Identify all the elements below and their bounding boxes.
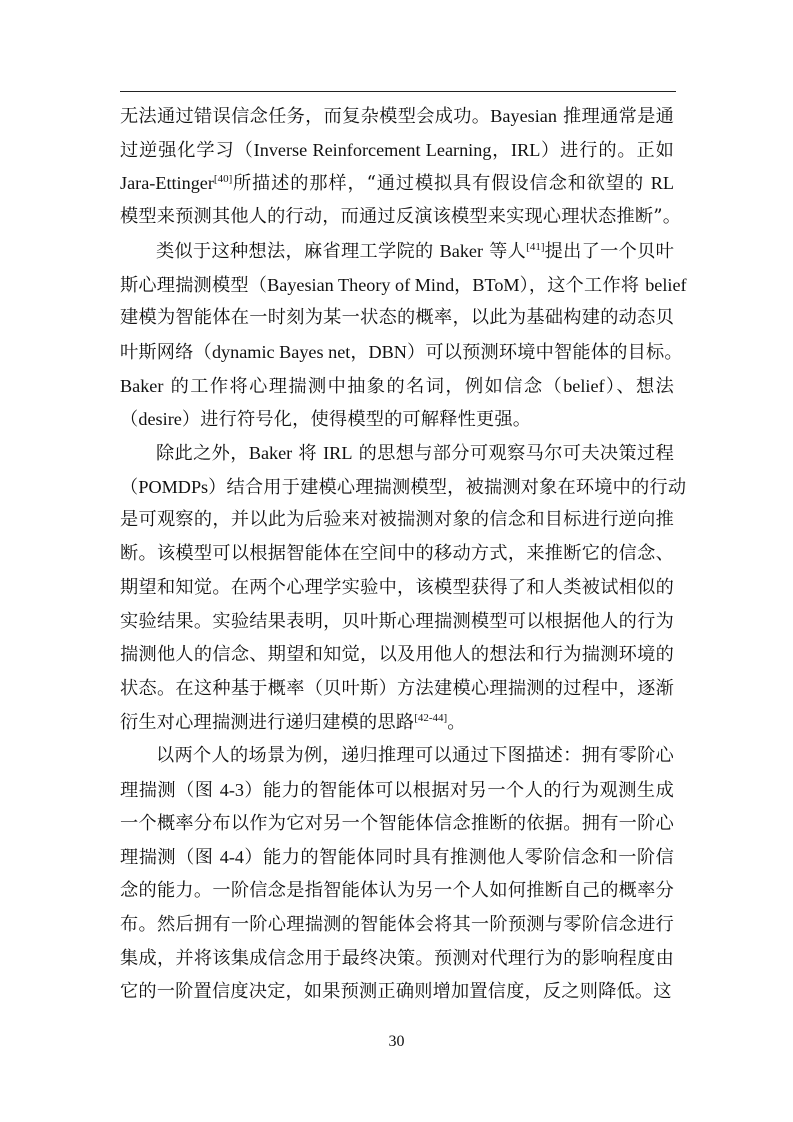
text-run: Baker (439, 240, 484, 261)
text-run: 。 (447, 711, 466, 733)
citation-ref: [40] (213, 173, 233, 186)
text-line (120, 706, 674, 740)
text-line (120, 268, 687, 302)
text-line (120, 166, 674, 200)
text-run: ）可以预测环境中智能体的目标。 (406, 341, 683, 363)
text-line (120, 908, 674, 942)
text-run: ），这个工作将 (519, 274, 646, 296)
text-line (120, 301, 674, 335)
text-line (120, 402, 674, 436)
text-run: 状态。在这种基于概率（贝叶斯）方法建模心理揣测的过程中，逐渐 (120, 677, 674, 699)
text-run: belief (563, 375, 605, 396)
text-run: 提出了一个贝叶 (544, 240, 675, 262)
text-run: 类似于这种想法，麻省理工学院的 (156, 240, 440, 262)
text-run: 揣测他人的信念、期望和知觉，以及用他人的想法和行为揣测环境的 (120, 644, 674, 666)
text-run: 集成，并将该集成信念用于最终决策。预测对代理行为的影响程度由 (120, 947, 674, 969)
text-run: 以两个人的场景为例，递归推理可以通过下图描述：拥有零阶心 (156, 745, 674, 767)
citation-ref: [42-44] (414, 711, 448, 724)
text-run: RL (650, 173, 674, 194)
text-line (120, 605, 674, 639)
text-line (156, 234, 674, 268)
text-run: （ (120, 409, 139, 431)
text-run: 将 (292, 443, 324, 464)
text-run: 建模为智能体在一时刻为某一状态的概率，以此为基础构建的动态贝 (120, 307, 674, 329)
text-run: 无法通过错误信念任务，而复杂模型会成功。 (120, 106, 491, 127)
text-run: 断。该模型可以根据智能体在空间中的移动方式，来推断它的信念、 (120, 543, 674, 565)
text-run: desire (138, 409, 182, 430)
text-run: 推理通常是通 (556, 106, 674, 127)
text-run: 它的一阶置信度决定，如果预测正确则增加置信度，反之则降低。这 (120, 981, 672, 1003)
text-run: 4-4 (219, 847, 245, 868)
text-run: 理揣测（图 (120, 780, 220, 801)
text-run: Baker (248, 443, 293, 463)
text-run: dynamic Bayes net，DBN (211, 341, 407, 362)
text-run: IRL (323, 443, 353, 463)
text-run: Baker (120, 375, 164, 396)
text-run: 斯心理揣测模型（ (120, 274, 268, 296)
text-run: 布。然后拥有一阶心理揣测的智能体会将其一阶预测与零阶信念进行 (120, 913, 674, 935)
text-line (120, 840, 674, 874)
text-line (120, 335, 683, 369)
text-run: Bayesian (490, 106, 557, 126)
text-line (120, 975, 674, 1009)
header-rule (120, 91, 676, 92)
text-run: ）进行符号化，使得模型的可解释性更强。 (181, 409, 532, 431)
text-line (120, 638, 674, 672)
page-number: 30 (388, 1033, 405, 1050)
text-run: 模型来预测其他人的行动，而通过反演该模型来实现心理状态推断”。 (120, 206, 682, 228)
text-run: 的思想与部分可观察马尔可夫决策过程 (352, 443, 674, 464)
text-run: 是可观察的，并以此为后验来对被揣测对象的信念和目标进行逆向推 (120, 509, 674, 531)
citation-ref: [41] (526, 240, 545, 253)
text-run: ）、想法 (604, 375, 674, 397)
text-run: 等人 (483, 240, 527, 262)
text-run: 实验结果。实验结果表明，贝叶斯心理揣测模型可以根据他人的行为 (120, 610, 674, 632)
text-run: 衍生对心理揣测进行递归建模的思路 (120, 711, 415, 733)
text-run: 叶斯网络（ (120, 341, 212, 363)
text-line (120, 672, 674, 706)
text-run: belief (645, 274, 687, 295)
text-line (120, 200, 682, 234)
text-run: 所描述的那样，“通过模拟具有假设信念和欲望的 (232, 173, 651, 195)
text-run: 念的能力。一阶信念是指智能体认为另一个人如何推断自己的概率分 (120, 880, 674, 902)
text-run: 过逆强化学习（ (120, 139, 254, 161)
text-run: ）能力的智能体同时具有推测他人零阶信念和一阶信 (244, 847, 674, 869)
text-run: 一个概率分布以作为它对另一个智能体信念推断的依据。拥有一阶心 (120, 812, 674, 834)
text-run: ）结合用于建模心理揣测模型，被揣测对象在环境中的行动 (208, 476, 687, 498)
text-line (120, 470, 687, 504)
text-run: （ (120, 476, 139, 498)
text-run: 除此之外， (156, 443, 249, 464)
text-line (120, 503, 674, 537)
text-run: 4-3 (219, 780, 245, 800)
text-line (156, 436, 674, 470)
text-run: Jara-Ettinger (120, 173, 214, 194)
text-line (120, 807, 674, 841)
text-run: 期望和知觉。在两个心理学实验中，该模型获得了和人类被试相似的 (120, 576, 674, 598)
text-run: Inverse Reinforcement Learning，IRL (253, 139, 541, 160)
text-run: Bayesian Theory of Mind，BToM (267, 274, 520, 295)
text-run: 的工作将心理揣测中抽象的名词，例如信念（ (163, 375, 564, 397)
text-line (120, 874, 674, 908)
text-run: 理揣测（图 (120, 847, 220, 869)
text-line (120, 942, 674, 976)
text-run: ）进行的。正如 (540, 139, 674, 161)
text-run: POMDPs (138, 476, 209, 497)
text-line (120, 133, 674, 167)
text-line (120, 571, 674, 605)
text-line (120, 537, 674, 571)
text-line (120, 369, 674, 403)
text-line (156, 739, 674, 773)
text-line (120, 99, 674, 133)
text-line (120, 773, 674, 807)
text-run: ）能力的智能体可以根据对另一个人的行为观测生成 (244, 780, 674, 801)
